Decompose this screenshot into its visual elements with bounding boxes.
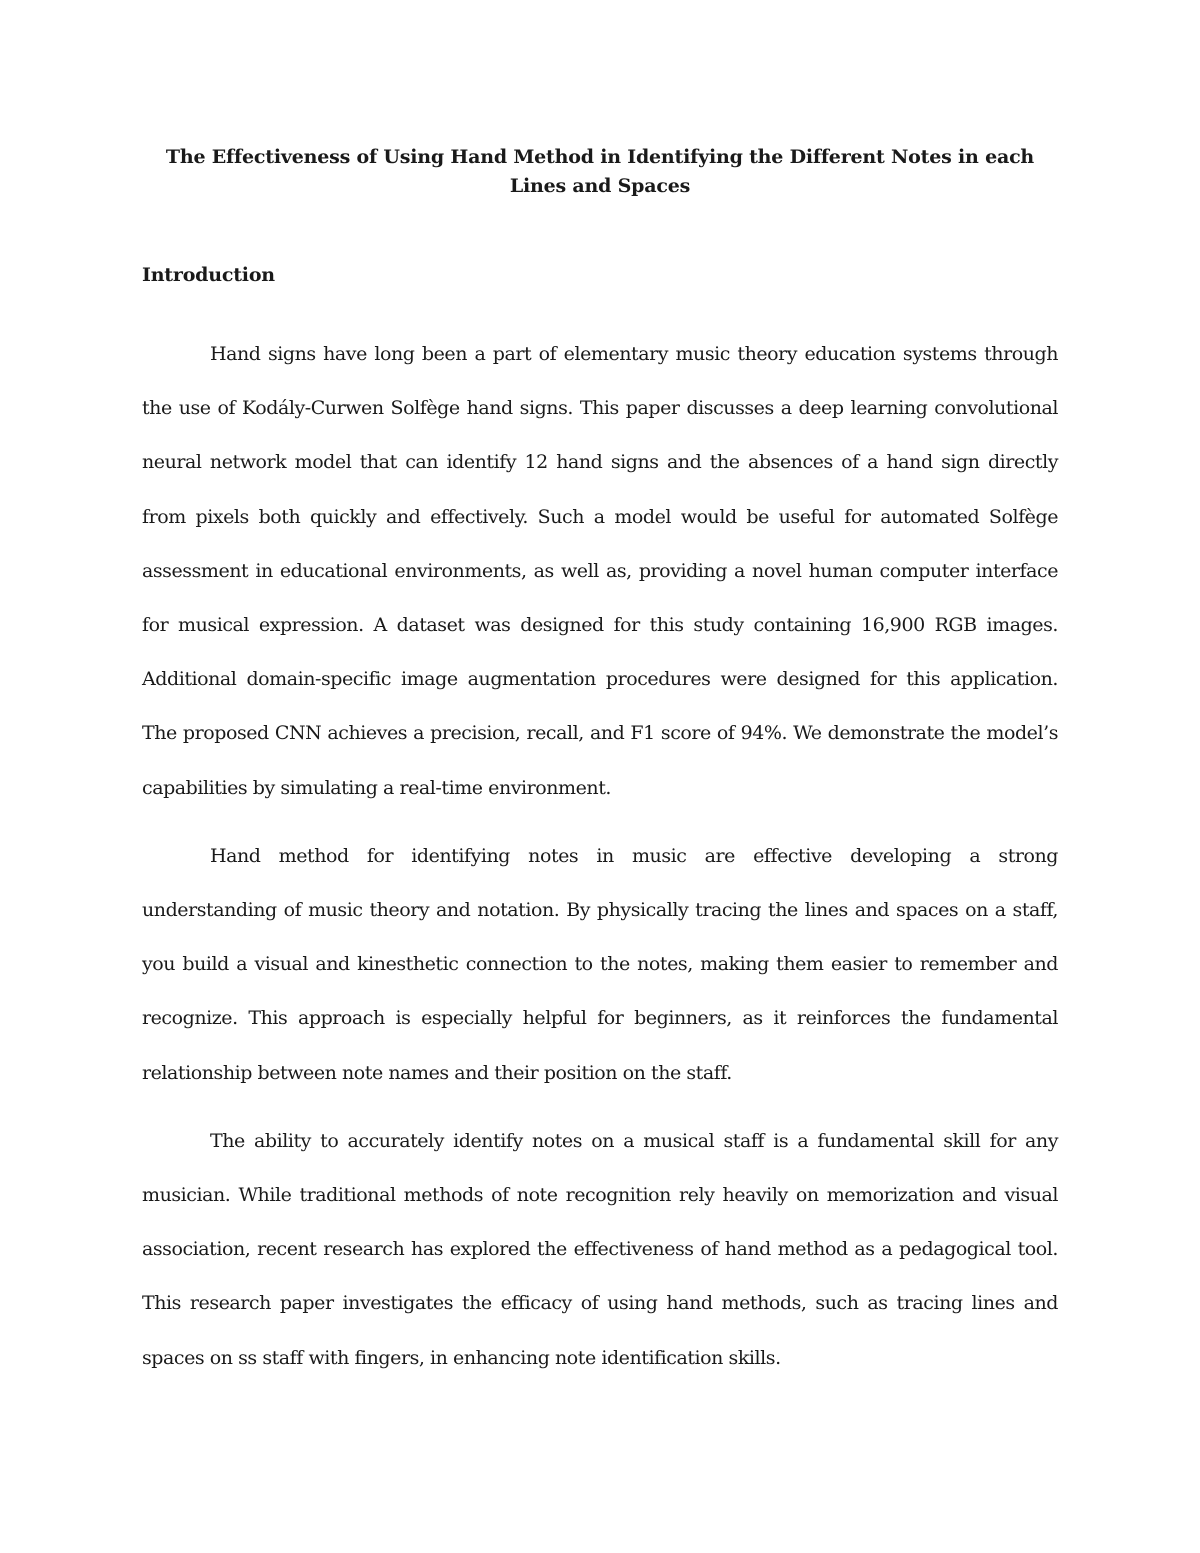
body-paragraph: Hand method for identifying notes in music are effective developing a strong understanding of music theory and notation. By physically tracing the lines and spaces on a staff, you build a visual and kinesthetic connection to the notes, making them easier to remember and recognize. This approach is especially helpful for beginners, as it reinforces the fundamental relationship between note names and their position on the staff. <box>142 844 1058 1084</box>
document-body <box>142 143 1058 1385</box>
section-heading-introduction: Introduction <box>142 264 275 286</box>
document-title: The Effectiveness of Using Hand Method in Identifying the Different Notes in each Lines and Spaces <box>165 146 1035 197</box>
body-paragraph: Hand signs have long been a part of elementary music theory education systems through the use of Kodály-Curwen Solfège hand signs. This paper discusses a deep learning convolutional neural network model that can identify 12 hand signs and the absences of a hand sign directly from pixels both quickly and effectively. Such a model would be useful for automated Solfège assessment in educational environments, as well as, providing a novel human computer interface for musical expression. A dataset was designed for this study containing 16,900 RGB images. Additional domain-specific image augmentation procedures were designed for this application. The proposed CNN achieves a precision, recall, and F1 score of 94%. We demonstrate the model’s capabilities by simulating a real-time environment. <box>142 343 1058 799</box>
body-paragraph: The ability to accurately identify notes on a musical staff is a fundamental skill for any musician. While traditional methods of note recognition rely heavily on memorization and visual association, recent research has explored the effectiveness of hand method as a pedagogical tool. This research paper investigates the efficacy of using hand methods, such as tracing lines and spaces on ss staff with fingers, in enhancing note identification skills. <box>142 1129 1058 1369</box>
